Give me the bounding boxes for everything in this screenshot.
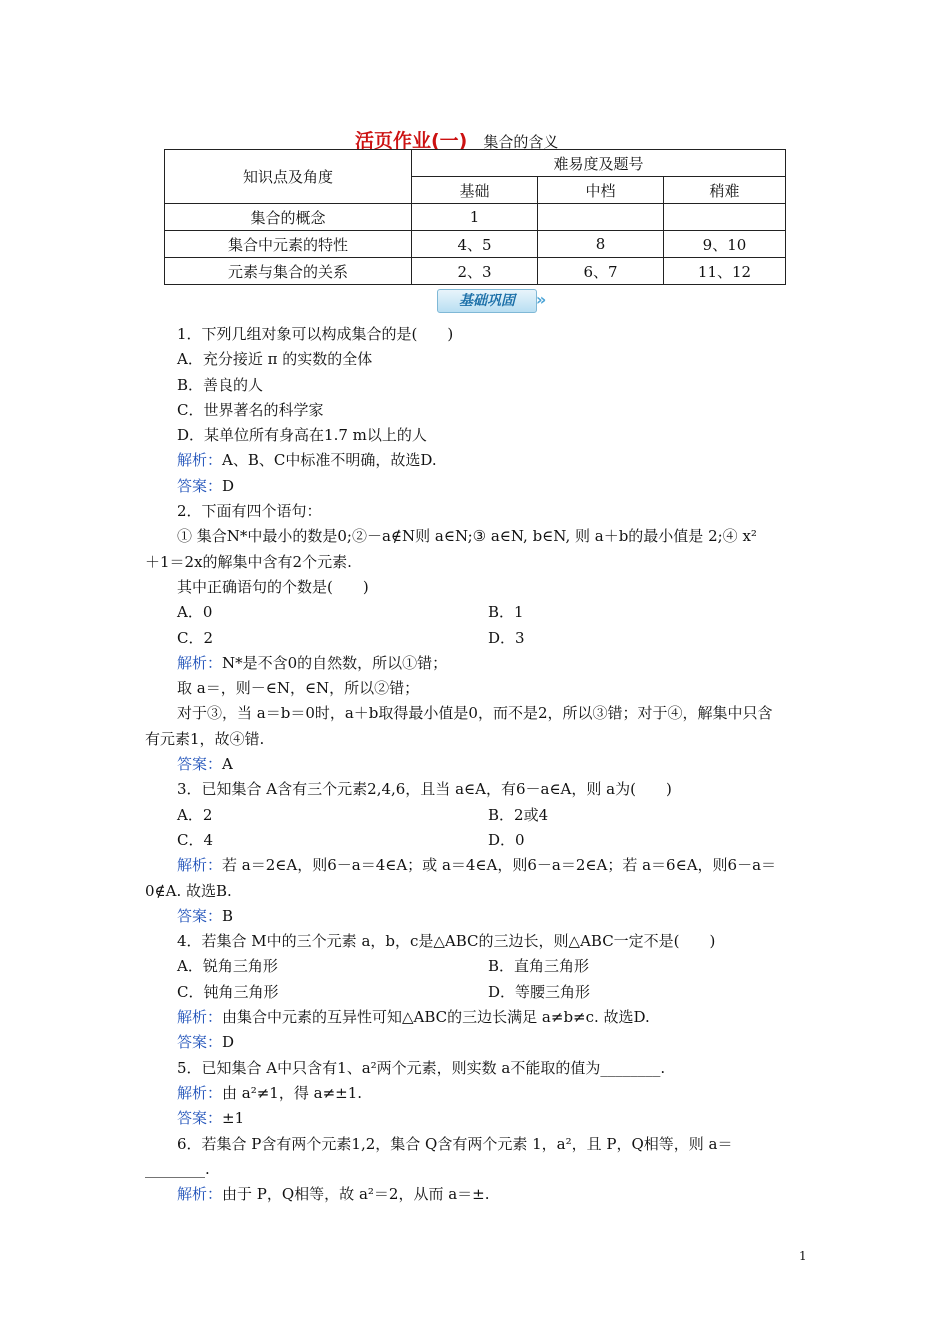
q1-option: B．善良的人 — [177, 375, 264, 394]
title-main: 活页作业(一) — [355, 130, 468, 152]
q1-option: C．世界著名的科学家 — [177, 400, 324, 419]
row-topic: 元素与集合的关系 — [165, 258, 412, 285]
table-group-header: 难易度及题号 — [412, 150, 786, 177]
q3-analysis-line: 0∉A. 故选B. — [145, 881, 232, 900]
table-row — [165, 258, 786, 285]
q3-option-d: D．0 — [488, 830, 525, 849]
q5-answer: 答案：±1 — [177, 1109, 245, 1128]
row-cell: 1 — [412, 204, 538, 231]
analysis-label: 解析： — [177, 451, 223, 470]
q2-analysis-line: 取 a＝，则－∈N，∈N，所以②错； — [177, 679, 420, 698]
q2-statement: ① 集合N*中最小的数是0;②－a∉N则 a∈N;③ a∈N, b∈N, 则 a＋b的最小值是 2;④ x² — [177, 527, 757, 546]
q3-option-a: A．2 — [177, 805, 213, 824]
q1-analysis: 解析：A、B、C中标准不明确，故选D. — [177, 451, 437, 470]
table-row — [165, 231, 786, 258]
q2-statement-cont: ＋1＝2x的解集中含有2个元素. — [145, 552, 352, 571]
q4-options-row — [145, 954, 807, 979]
analysis-label: 解析： — [177, 653, 223, 672]
q3-answer: 答案：B — [177, 906, 234, 925]
q4-option-d: D．等腰三角形 — [488, 982, 591, 1001]
q3-analysis: 解析：若 a＝2∈A，则6－a＝4∈A；或 a＝4∈A，则6－a＝2∈A；若 a＝6∈A，则6－a＝ — [177, 856, 777, 875]
section-badge-label: 基础巩固 — [437, 289, 537, 313]
q2-option-d: D．3 — [488, 628, 525, 647]
title-sub: 集合的含义 — [483, 133, 559, 151]
q3-options-row — [145, 828, 807, 853]
analysis-label: 解析： — [177, 856, 223, 875]
analysis-label: 解析： — [177, 1185, 223, 1204]
q2-analysis-line: 对于③，当 a＝b＝0时，a＋b取得最小值是0，而不是2，所以③错；对于④，解集中只含 — [177, 704, 773, 723]
section-badge — [437, 289, 547, 311]
q2-stem: 2．下面有四个语句： — [177, 502, 322, 521]
q1-answer: 答案：D — [177, 476, 235, 495]
double-chevron-right-icon: » — [536, 290, 547, 309]
q6-analysis: 解析：由于 P，Q相等，故 a²＝2，从而 a＝±. — [177, 1185, 490, 1204]
level-hard: 稍难 — [664, 177, 786, 204]
answer-label: 答案： — [177, 1109, 223, 1128]
q4-analysis: 解析：由集合中元素的互异性可知△ABC的三边长满足 a≠b≠c. 故选D. — [177, 1008, 650, 1027]
row-cell: 8 — [538, 231, 664, 258]
q4-stem: 4．若集合 M中的三个元素 a，b，c是△ABC的三边长，则△ABC一定不是( ) — [177, 932, 716, 951]
exercise-content — [145, 322, 807, 1207]
q2-option-c: C．2 — [177, 628, 214, 647]
q2-analysis: 解析：N*是不含0的自然数，所以①错； — [177, 653, 448, 672]
analysis-label: 解析： — [177, 1008, 223, 1027]
q2-option-a: A．0 — [177, 603, 213, 622]
answer-label: 答案： — [177, 906, 223, 925]
q1-stem: 1．下列几组对象可以构成集合的是( ) — [177, 325, 454, 343]
q2-analysis-line: 有元素1，故④错. — [145, 729, 265, 748]
row-cell — [538, 204, 664, 231]
q2-options-row — [145, 600, 807, 625]
row-cell: 4、5 — [412, 231, 538, 258]
q4-options-row — [145, 980, 807, 1005]
analysis-label: 解析： — [177, 1083, 223, 1102]
q4-answer: 答案：D — [177, 1033, 235, 1052]
q2-options-row — [145, 626, 807, 651]
row-cell: 11、12 — [664, 258, 786, 285]
q2-question: 其中正确语句的个数是( ) — [177, 577, 369, 596]
q4-option-b: B．直角三角形 — [488, 957, 590, 976]
level-medium: 中档 — [538, 177, 664, 204]
row-topic: 集合中元素的特性 — [165, 231, 412, 258]
q1-option: D．某单位所有身高在1.7 m以上的人 — [177, 426, 427, 445]
q6-stem: 6．若集合 P含有两个元素1,2，集合 Q含有两个元素 1，a²，且 P，Q相等，则 a＝ — [177, 1134, 733, 1153]
table-row — [165, 204, 786, 231]
table-corner: 知识点及角度 — [165, 150, 412, 204]
q3-option-c: C．4 — [177, 830, 214, 849]
q2-answer: 答案：A — [177, 755, 233, 774]
q1-option: A．充分接近 π 的实数的全体 — [177, 350, 373, 369]
q5-analysis: 解析：由 a²≠1，得 a≠±1. — [177, 1083, 363, 1102]
q6-stem-blank: ________. — [145, 1159, 210, 1178]
answer-label: 答案： — [177, 755, 223, 774]
page-number: 1 — [799, 1249, 807, 1263]
q3-options-row — [145, 803, 807, 828]
q5-stem: 5．已知集合 A中只含有1、a²两个元素，则实数 a不能取的值为________. — [177, 1058, 666, 1077]
level-basic: 基础 — [412, 177, 538, 204]
difficulty-table — [164, 149, 786, 285]
row-topic: 集合的概念 — [165, 204, 412, 231]
answer-label: 答案： — [177, 1033, 223, 1052]
answer-label: 答案： — [177, 476, 223, 495]
q4-option-a: A．锐角三角形 — [177, 957, 278, 976]
q3-stem: 3．已知集合 A含有三个元素2,4,6，且当 a∈A，有6－a∈A，则 a为( ) — [177, 780, 672, 799]
row-cell: 2、3 — [412, 258, 538, 285]
row-cell: 6、7 — [538, 258, 664, 285]
row-cell: 9、10 — [664, 231, 786, 258]
q4-option-c: C．钝角三角形 — [177, 982, 279, 1001]
q2-option-b: B．1 — [488, 603, 524, 622]
q3-option-b: B．2或4 — [488, 805, 549, 824]
row-cell — [664, 204, 786, 231]
